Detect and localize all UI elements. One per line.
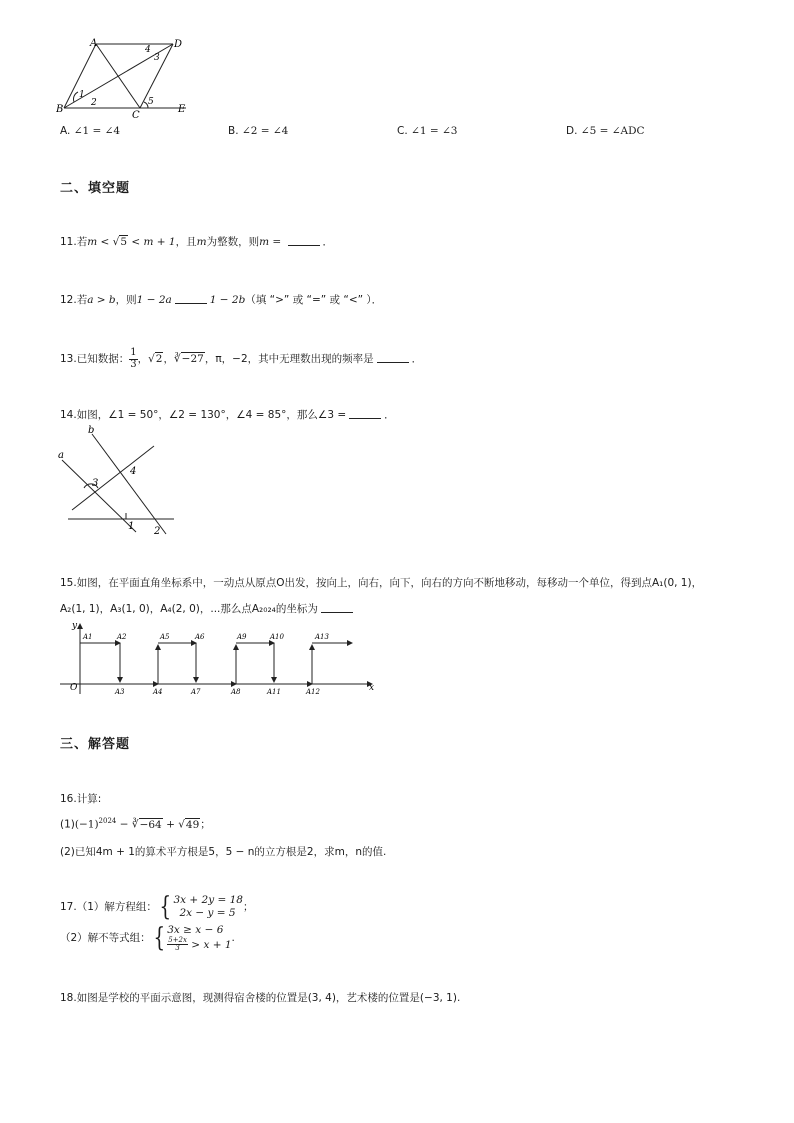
q10-angle-2: 2 <box>91 98 97 108</box>
q14-label-a: a <box>58 450 64 461</box>
point-label: A6 <box>195 633 205 641</box>
q15-coordinate-figure <box>60 618 380 696</box>
q10-label-C: C <box>132 110 140 118</box>
point-label: A9 <box>237 633 247 641</box>
q10-angle-4: 4 <box>145 45 151 55</box>
q10-angle-1: 1 <box>79 90 85 100</box>
point-label: A5 <box>160 633 170 641</box>
point-label: A4 <box>153 688 163 696</box>
q15-x-label: x <box>369 683 375 693</box>
point-label: A1 <box>83 633 93 641</box>
answer-blank[interactable] <box>377 361 409 363</box>
section-title-fill-blank: 二、填空题 <box>60 181 131 196</box>
question-17-part1: 17.（1）解方程组： { 3x + 2y = 18 2x − y = 5 ； <box>60 892 254 922</box>
q14-figure <box>54 424 180 540</box>
q10-label-E: E <box>178 104 186 115</box>
q14-angle-2: 2 <box>154 526 161 537</box>
point-label: A7 <box>191 688 201 696</box>
question-12: 12.若a > b，则1 − 2a 1 − 2b（填 “>” 或 “=” 或 “<” ）． <box>60 294 383 306</box>
q15-y-label: y <box>72 621 78 631</box>
question-16-part1: $(1)(-1)^{2024}$ − ∛−64 + √49； <box>60 817 211 831</box>
q10-angle-5: 5 <box>148 97 154 107</box>
q14-angle-4: 4 <box>130 466 137 477</box>
point-label: A12 <box>306 688 320 696</box>
question-18: 18.如图是学校的平面示意图，现测得宿舍楼的位置是(3, 4)，艺术楼的位置是(−3, 1). <box>60 992 461 1004</box>
question-14: 14.如图，∠1 = 50°，∠2 = 130°，∠4 = 85°，那么∠3 = ． <box>60 409 395 421</box>
q14-label-b: b <box>88 425 95 436</box>
point-label: A8 <box>231 688 241 696</box>
q10-option-b: B. ∠2 = ∠4 <box>228 125 289 137</box>
question-15-line1: 15.如图，在平面直角坐标系中，一动点从原点O出发，按向上，向右，向下，向右的方向不断地移动，每移动一个单位，得到点A₁(0, 1)， <box>60 577 703 589</box>
q15-origin-label: O <box>70 683 78 693</box>
q10-angle-3: 3 <box>154 53 160 63</box>
question-11: 11.若m < √5 < m + 1，且m为整数，则m = ． <box>60 236 334 248</box>
point-label: A10 <box>270 633 284 641</box>
q10-option-d: D. ∠5 = ∠ADC <box>566 125 645 137</box>
point-label: A3 <box>115 688 125 696</box>
answer-blank[interactable] <box>175 302 207 304</box>
answer-blank[interactable] <box>349 417 381 419</box>
q10-option-a: A. ∠1 = ∠4 <box>60 125 121 137</box>
question-15-line2: A₂(1, 1)，A₃(1, 0)，A₄(2, 0)，...那么点A₂₀₂₄的坐标为 <box>60 604 356 615</box>
q10-option-c: C. ∠1 = ∠3 <box>397 125 458 137</box>
section-title-solve: 三、解答题 <box>60 737 131 752</box>
question-16-title: 16.计算: <box>60 793 102 805</box>
q14-angle-3: 3 <box>92 478 99 489</box>
question-16-part2: (2)已知4m + 1的算术平方根是5，5 − n的立方根是2，求m，n的值. <box>60 846 387 858</box>
question-13: 13.已知数据： $\frac{1}{3}$ ，√2，∛−27，π，−2，其中无理数出现的频率是 ． <box>60 347 423 370</box>
q10-label-B: B <box>56 104 64 115</box>
q10-figure <box>56 36 196 118</box>
q10-label-D: D <box>174 39 183 50</box>
q10-label-A: A <box>90 38 98 49</box>
point-label: A13 <box>315 633 329 641</box>
answer-blank[interactable] <box>288 244 320 246</box>
question-17-part2: （2）解不等式组： { 3x ≥ x − 6 $\frac{5+2x}{3}$ > x + 1 . <box>60 923 235 954</box>
answer-blank[interactable] <box>321 611 353 613</box>
point-label: A11 <box>267 688 281 696</box>
point-label: A2 <box>117 633 127 641</box>
q14-angle-1: 1 <box>128 521 135 532</box>
